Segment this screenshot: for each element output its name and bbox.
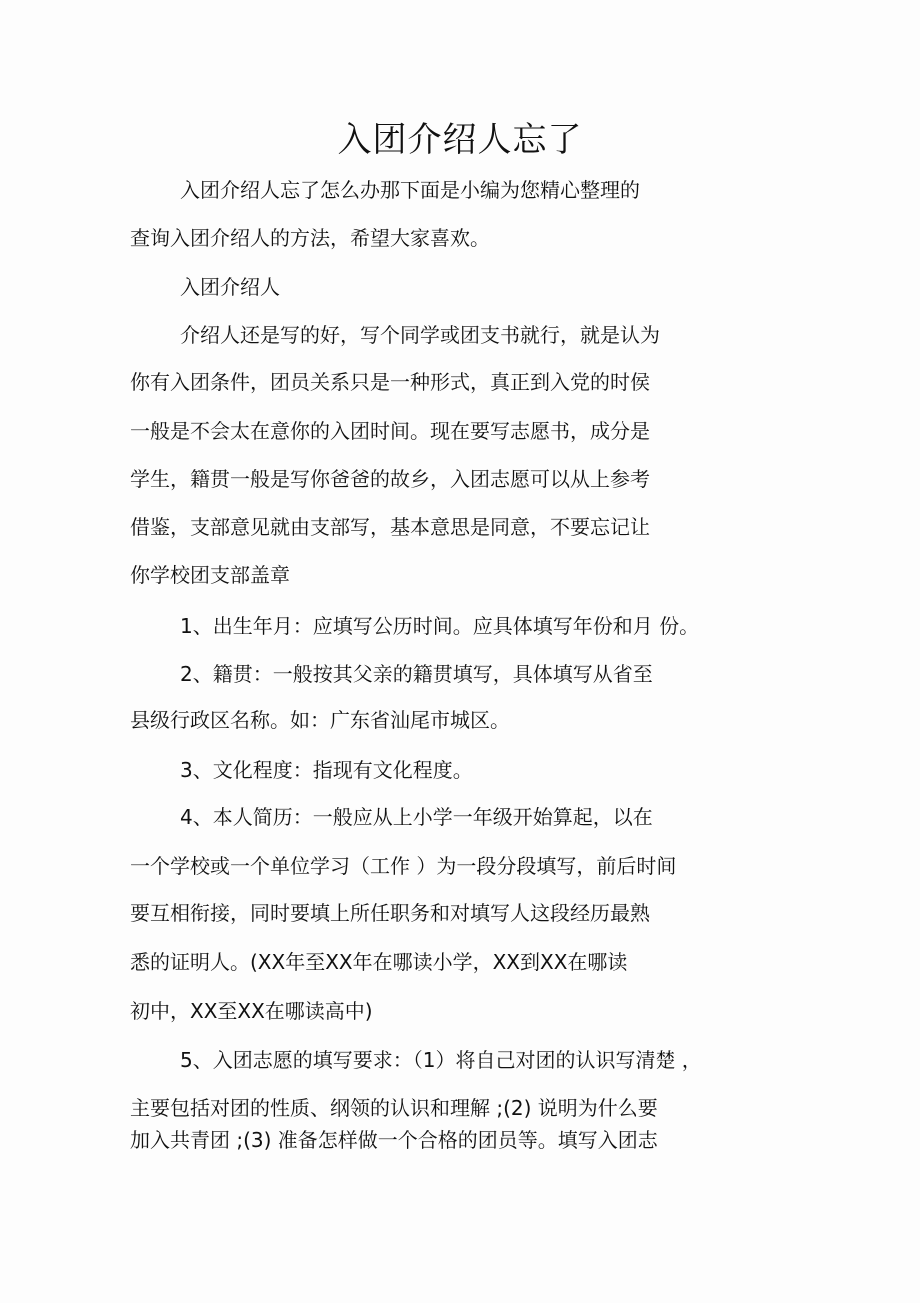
list-item: 2、籍贯：一般按其父亲的籍贯填写，具体填写从省至 bbox=[180, 662, 653, 686]
page-title: 入团介绍人忘了 bbox=[337, 120, 583, 160]
paragraph-line: 要互相衔接，同时要填上所任职务和对填写人这段经历最熟 bbox=[130, 901, 650, 925]
paragraph-line: 悉的证明人。(XX年至XX年在哪读小学，XX到XX在哪读 bbox=[130, 950, 628, 974]
list-item: 5、入团志愿的填写要求：（1）将自己对团的认识写清楚 ， bbox=[180, 1048, 702, 1072]
paragraph-line: 学生，籍贯一般是写你爸爸的故乡，入团志愿可以从上参考 bbox=[130, 467, 650, 491]
paragraph-line: 你学校团支部盖章 bbox=[130, 563, 290, 587]
paragraph-line: 一般是不会太在意你的入团时间。现在要写志愿书，成分是 bbox=[130, 419, 650, 443]
section-heading: 入团介绍人 bbox=[180, 275, 280, 299]
paragraph-line: 介绍人还是写的好，写个同学或团支书就行，就是认为 bbox=[180, 323, 660, 347]
paragraph-line: 你有入团条件，团员关系只是一种形式，真正到入党的时侯 bbox=[130, 370, 650, 394]
list-item: 1、出生年月：应填写公历时间。应具体填写年份和月 份。 bbox=[180, 614, 700, 638]
paragraph-line: 查询入团介绍人的方法，希望大家喜欢。 bbox=[130, 226, 490, 250]
paragraph-line: 入团介绍人忘了怎么办那下面是小编为您精心整理的 bbox=[180, 178, 640, 202]
paragraph-line: 县级行政区名称。如：广东省汕尾市城区。 bbox=[130, 708, 510, 732]
paragraph-line: 主要包括对团的性质、纲领的认识和理解 ;(2) 说明为什么要 bbox=[130, 1096, 658, 1120]
list-item: 4、本人简历：一般应从上小学一年级开始算起，以在 bbox=[180, 805, 653, 829]
paragraph-line: 借鉴，支部意见就由支部写，基本意思是同意，不要忘记让 bbox=[130, 515, 650, 539]
paragraph-line: 加入共青团 ;(3) 准备怎样做一个合格的团员等。填写入团志 bbox=[130, 1128, 658, 1152]
list-item: 3、文化程度：指现有文化程度。 bbox=[180, 758, 473, 782]
paragraph-line: 一个学校或一个单位学习（工作 ）为一段分段填写，前后时间 bbox=[130, 854, 677, 878]
paragraph-line: 初中，XX至XX在哪读高中) bbox=[130, 999, 373, 1023]
